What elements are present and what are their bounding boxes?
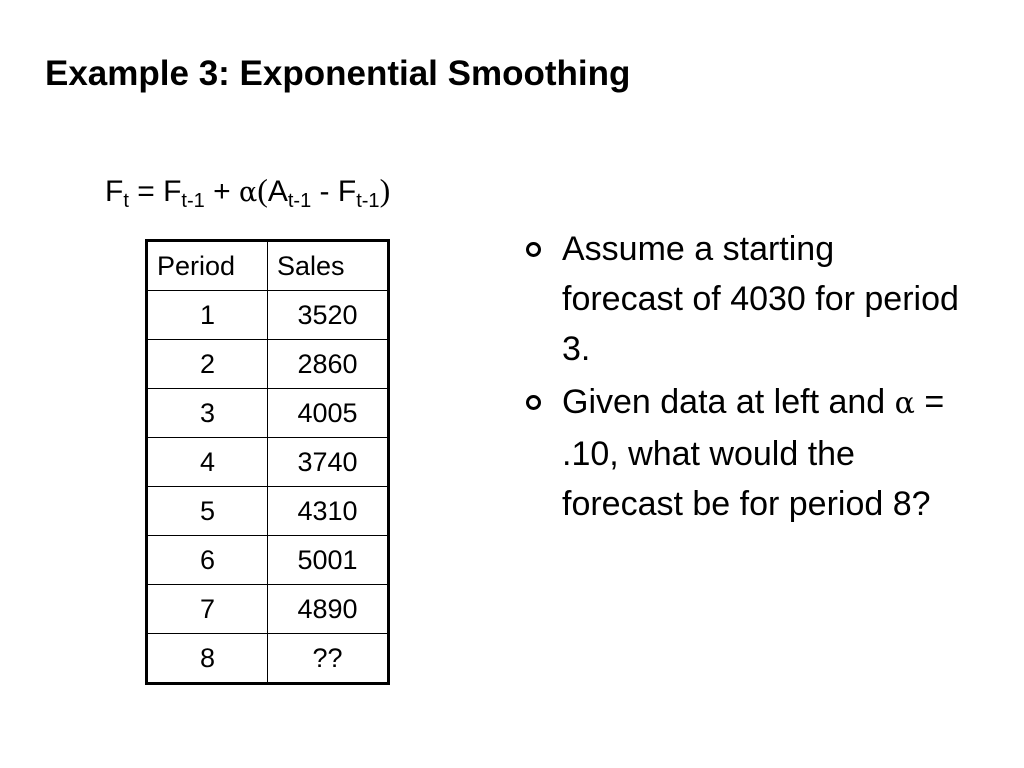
period-cell: 5 (147, 487, 268, 536)
sales-cell: 4310 (268, 487, 389, 536)
sales-cell: 3520 (268, 291, 389, 340)
period-cell: 8 (147, 634, 268, 684)
bullet-item (522, 377, 962, 529)
formula-open-paren: ( (257, 172, 268, 208)
table-row (147, 340, 389, 389)
hollow-circle-bullet-icon (526, 242, 541, 257)
formula-previous-forecast: F (163, 175, 182, 208)
formula-previous-forecast-subscript: t-1 (181, 190, 205, 212)
sales-cell: 4890 (268, 585, 389, 634)
exponential-smoothing-formula (105, 170, 390, 213)
sales-cell: 2860 (268, 340, 389, 389)
formula-actual-subscript: t-1 (287, 190, 312, 212)
hollow-circle-bullet-icon (526, 395, 541, 410)
formula-alpha: α (238, 177, 258, 208)
bullet-text-after: = .10, what would the forecast be for period 8? (562, 383, 945, 523)
sales-cell: ?? (268, 634, 389, 684)
sales-cell: 4005 (268, 389, 389, 438)
bullet-text: Assume a starting forecast of 4030 for period 3. (562, 230, 959, 368)
table-header-row (147, 241, 389, 291)
formula-forecast-2-subscript: t-1 (356, 190, 380, 212)
formula-minus: - (311, 175, 338, 208)
sales-cell: 3740 (268, 438, 389, 487)
period-cell: 6 (147, 536, 268, 585)
table-row (147, 389, 389, 438)
sales-cell: 5001 (268, 536, 389, 585)
formula-close-paren: ) (379, 172, 391, 208)
formula-equals: = (128, 175, 164, 208)
formula-plus: + (204, 175, 239, 208)
column-header-sales: Sales (268, 241, 389, 291)
bullet-text-before: Given data at left and (562, 383, 895, 421)
formula-forecast-subscript: t (123, 190, 129, 212)
bullet-list (522, 224, 962, 532)
period-cell: 2 (147, 340, 268, 389)
slide-title: Example 3: Exponential Smoothing (45, 54, 631, 93)
period-cell: 3 (147, 389, 268, 438)
table-row (147, 487, 389, 536)
sales-table (145, 239, 390, 685)
period-cell: 4 (147, 438, 268, 487)
bullet-item (522, 224, 962, 374)
table-row (147, 634, 389, 684)
formula-actual: A (267, 175, 288, 208)
formula-forecast: F (105, 175, 124, 208)
table-row (147, 291, 389, 340)
column-header-period: Period (147, 241, 268, 291)
bullet-alpha: α (894, 386, 915, 421)
formula-forecast-2: F (337, 175, 357, 208)
table-row (147, 536, 389, 585)
table-row (147, 438, 389, 487)
table-row (147, 585, 389, 634)
period-cell: 7 (147, 585, 268, 634)
period-cell: 1 (147, 291, 268, 340)
